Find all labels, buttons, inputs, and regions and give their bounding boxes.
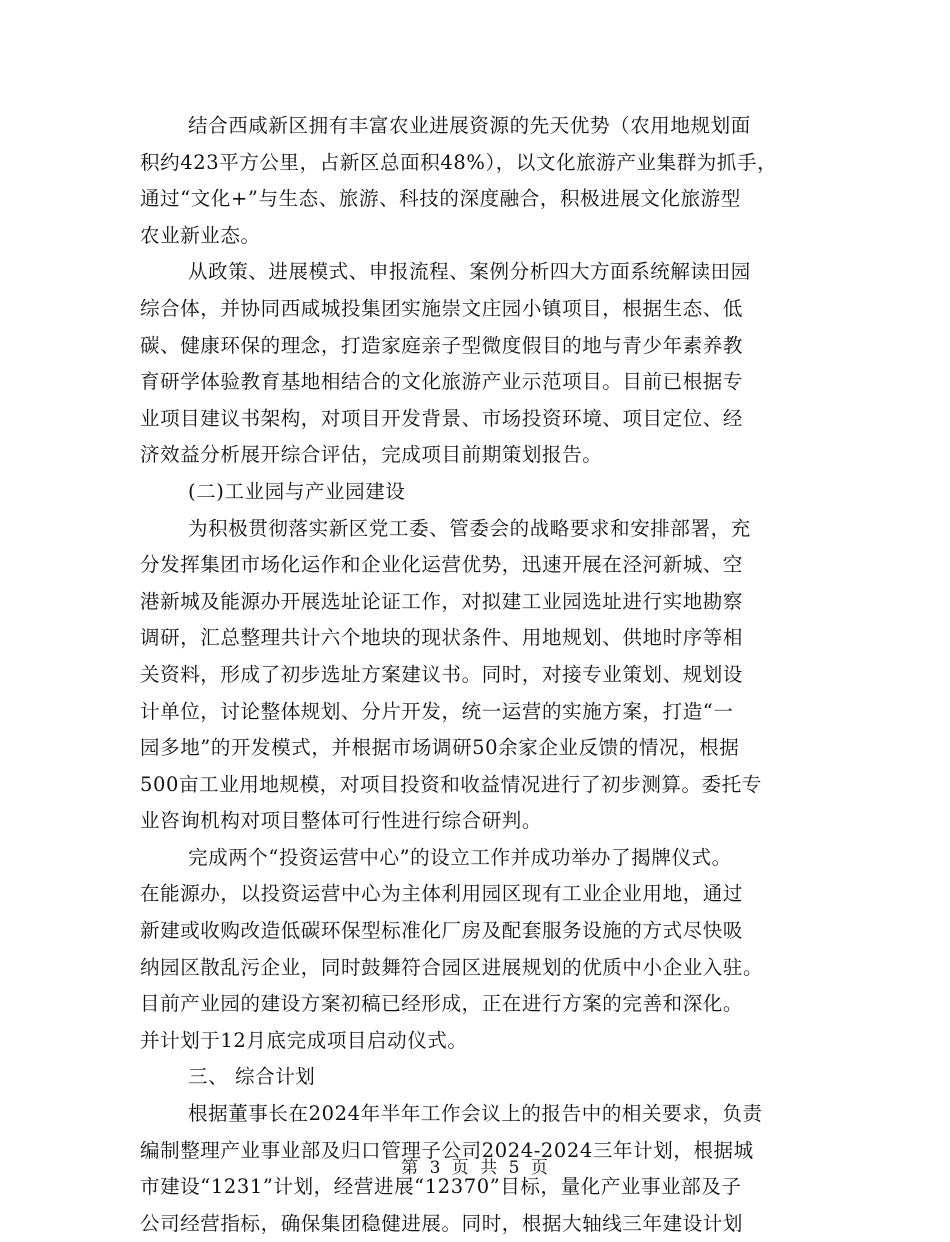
paragraph-line: 碳、健康环保的理念，打造家庭亲子型微度假目的地与青少年素养教 (140, 333, 744, 357)
paragraph-line: 关资料，形成了初步选址方案建议书。同时，对接专业策划、规划设 (140, 662, 744, 686)
paragraph-line: 港新城及能源办开展选址论证工作，对拟建工业园选址进行实地勘察 (140, 589, 744, 613)
paragraph-line: 从政策、进展模式、申报流程、案例分析四大方面系统解读田园 (188, 260, 751, 284)
paragraph-line: 纳园区散乱污企业，同时鼓舞符合园区进展规划的优质中小企业入驻。 (140, 955, 764, 979)
paragraph-line: 计单位，讨论整体规划、分片开发，统一运营的实施方案，打造“一 (140, 699, 734, 723)
section-heading: 三、 综合计划 (188, 1065, 316, 1089)
paragraph-line: 育研学体验教育基地相结合的文化旅游产业示范项目。目前已根据专 (140, 370, 744, 394)
paragraph-line: 结合西咸新区拥有丰富农业进展资源的先天优势（农用地规划面 (188, 114, 751, 137)
paragraph-line: 调研，汇总整理共计六个地块的现状条件、用地规划、供地时序等相 (140, 626, 744, 650)
paragraph-line: 业项目建议书架构，对项目开发背景、市场投资环境、项目定位、经 (140, 406, 744, 430)
paragraph-line: 园多地”的开发模式，并根据市场调研50余家企业反馈的情况，根据 (140, 736, 740, 760)
paragraph-line: 编制整理产业事业部及归口管理子公司2024-2024三年计划，根据城 (140, 1138, 754, 1162)
paragraph-line: 并计划于12月底完成项目启动仪式。 (140, 1028, 468, 1052)
paragraph-line: 公司经营指标，确保集团稳健进展。同时，根据大轴线三年建设计划 (140, 1211, 744, 1235)
paragraph-line: 通过“文化+”与生态、旅游、科技的深度融合，积极进展文化旅游型 (140, 187, 741, 211)
paragraph-line: 济效益分析展开综合评估，完成项目前期策划报告。 (140, 443, 603, 467)
paragraph-line: 在能源办，以投资运营中心为主体利用园区现有工业企业用地，通过 (140, 882, 744, 906)
paragraph-line: 业咨询机构对项目整体可行性进行综合研判。 (140, 809, 543, 833)
paragraph-line: 根据董事长在2024年半年工作会议上的报告中的相关要求，负责 (188, 1102, 763, 1126)
page-footer: 第 3 页 共 5 页 (401, 1158, 549, 1178)
paragraph-line: 综合体，并协同西咸城投集团实施崇文庄园小镇项目，根据生态、低 (140, 296, 744, 320)
paragraph-line: 目前产业园的建设方案初稿已经形成，正在进行方案的完善和深化。 (140, 992, 744, 1016)
section-heading: (二)工业园与产业园建设 (188, 479, 406, 503)
paragraph-line: 农业新业态。 (140, 223, 261, 247)
paragraph-line: 完成两个“投资运营中心”的设立工作并成功举办了揭牌仪式。 (188, 845, 732, 869)
paragraph-line: 分发挥集团市场化运作和企业化运营优势，迅速开展在泾河新城、空 (140, 553, 744, 577)
paragraph-line: 积约423平方公里，占新区总面积48%），以文化旅游产业集群为抓手， (140, 150, 778, 174)
paragraph-line: 市建设“1231”计划，经营进展“12370”目标，量化产业事业部及子 (140, 1175, 742, 1199)
paragraph-line: 为积极贯彻落实新区党工委、管委会的战略要求和安排部署，充 (188, 516, 751, 540)
paragraph-line: 500亩工业用地规模，对项目投资和收益情况进行了初步测算。委托专 (140, 772, 762, 796)
paragraph-line: 新建或收购改造低碳环保型标准化厂房及配套服务设施的方式尽快吸 (140, 919, 744, 943)
document-body (140, 108, 810, 1242)
